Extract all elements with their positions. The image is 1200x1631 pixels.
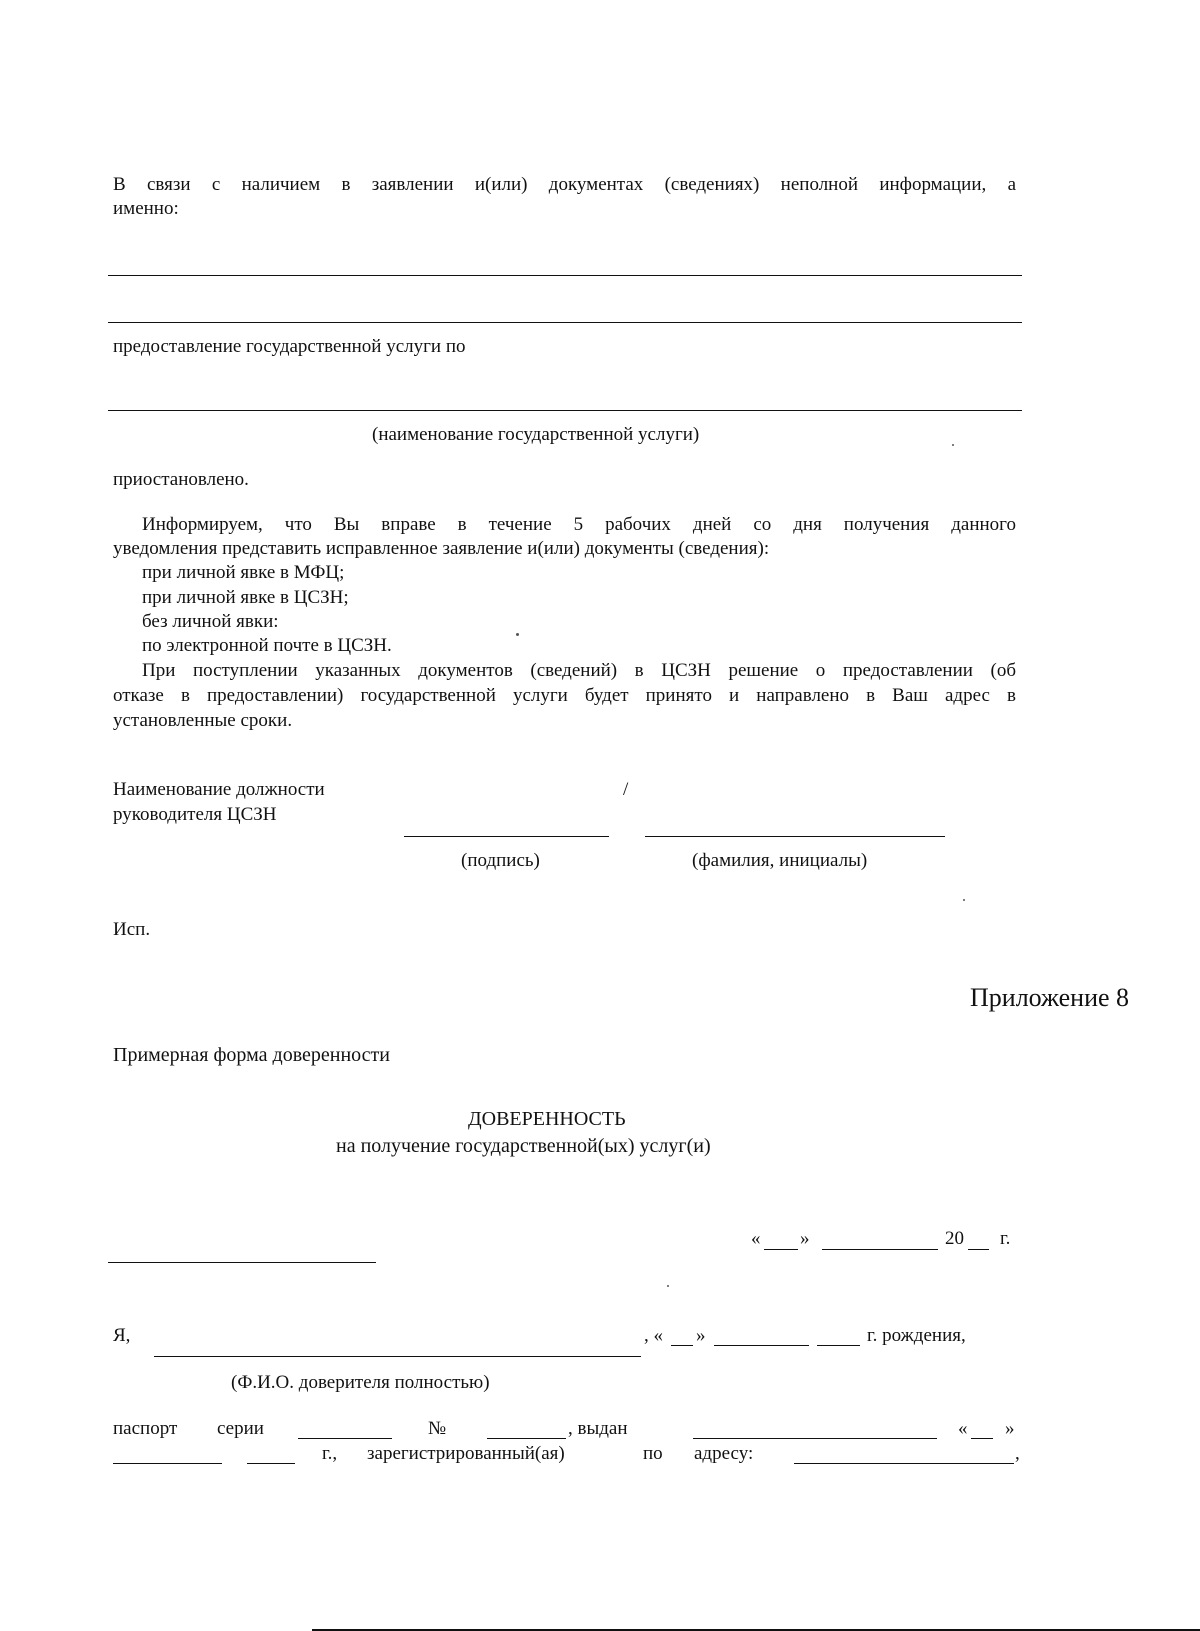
birth-month-blank — [714, 1345, 809, 1346]
number-sign: № — [428, 1418, 447, 1439]
issued-quote-open: « — [958, 1418, 968, 1439]
missing-info-blank-line-2 — [108, 322, 1022, 323]
appendix-label: Приложение 8 — [970, 983, 1130, 1012]
address-label: адресу: — [694, 1443, 754, 1464]
principal-name-blank — [154, 1356, 641, 1357]
service-name-caption: (наименование государственной услуги) — [372, 424, 700, 445]
suspended-text: приостановлено. — [113, 469, 249, 490]
option-email: по электронной почте в ЦСЗН. — [142, 635, 392, 656]
birth-quote-close: » — [696, 1325, 706, 1346]
signature-caption: (подпись) — [461, 850, 540, 871]
date-day-blank — [764, 1249, 798, 1250]
name-blank-line — [645, 836, 945, 837]
at-label: по — [643, 1443, 663, 1464]
issued-month-blank — [113, 1463, 222, 1464]
birth-quote-open: , « — [644, 1325, 663, 1346]
service-name-blank-line — [108, 410, 1022, 411]
passport-series-blank — [298, 1438, 392, 1439]
option-czsn: при личной явке в ЦСЗН; — [142, 587, 349, 608]
date-year-prefix: 20 — [945, 1228, 964, 1249]
date-month-blank — [822, 1249, 938, 1250]
i-label: Я, — [113, 1325, 131, 1346]
position-label-line-2: руководителя ЦСЗН — [113, 804, 277, 825]
signature-separator: / — [623, 779, 629, 800]
option-mfc: при личной явке в МФЦ; — [142, 562, 345, 583]
date-quote-close: » — [800, 1228, 810, 1249]
decision-text-line-1: При поступлении указанных документов (сведений) в ЦСЗН решение о предоставлении (об — [142, 660, 1016, 681]
intro-text-line-2: именно: — [113, 198, 179, 219]
inform-text-line-1: Информируем, что Вы вправе в течение 5 рабочих дней со дня получения данного — [142, 514, 1016, 535]
registered-label: зарегистрированный(ая) — [367, 1443, 565, 1464]
form-title: Примерная форма доверенности — [113, 1044, 390, 1066]
document-title: ДОВЕРЕННОСТЬ — [468, 1108, 626, 1130]
birth-year-blank — [817, 1345, 860, 1346]
signature-blank-line — [404, 836, 609, 837]
intro-text-line-1: В связи с наличием в заявлении и(или) документах (сведениях) неполной информации, а — [113, 174, 1016, 195]
address-comma: , — [1015, 1443, 1020, 1464]
scan-speck — [952, 444, 954, 446]
date-year-suffix: г. — [1000, 1228, 1011, 1249]
decision-text-line-2: отказе в предоставлении) государственной услуги будет принято и направлено в Ваш адрес в — [113, 685, 1016, 706]
scan-speck — [963, 899, 965, 901]
birth-day-blank — [671, 1345, 693, 1346]
series-label: серии — [217, 1418, 264, 1439]
issued-day-blank — [971, 1438, 993, 1439]
date-quote-open: « — [751, 1228, 761, 1249]
principal-name-caption: (Ф.И.О. доверителя полностью) — [231, 1372, 490, 1393]
name-caption: (фамилия, инициалы) — [692, 850, 868, 871]
place-blank-line — [108, 1262, 376, 1263]
issued-year-blank — [247, 1463, 295, 1464]
issued-label: , выдан — [568, 1418, 628, 1439]
address-blank — [794, 1463, 1014, 1464]
option-remote: без личной явки: — [142, 611, 279, 632]
issued-quote-close: » — [1005, 1418, 1015, 1439]
issued-by-blank — [693, 1438, 937, 1439]
decision-text-line-3: установленные сроки. — [113, 710, 293, 731]
birth-suffix: г. рождения, — [867, 1325, 966, 1346]
service-text: предоставление государственной услуги по — [113, 336, 466, 357]
missing-info-blank-line-1 — [108, 275, 1022, 276]
inform-text-line-2: уведомления представить исправленное заявление и(или) документы (сведения): — [113, 538, 770, 559]
scan-speck — [667, 1285, 669, 1287]
position-label-line-1: Наименование должности — [113, 779, 325, 800]
passport-number-blank — [487, 1438, 566, 1439]
date-year-blank — [968, 1249, 989, 1250]
document-subtitle: на получение государственной(ых) услуг(и) — [336, 1135, 711, 1157]
year-suffix: г., — [322, 1443, 338, 1464]
executor-label: Исп. — [113, 919, 151, 940]
passport-label: паспорт — [113, 1418, 178, 1439]
scan-speck — [516, 633, 519, 636]
